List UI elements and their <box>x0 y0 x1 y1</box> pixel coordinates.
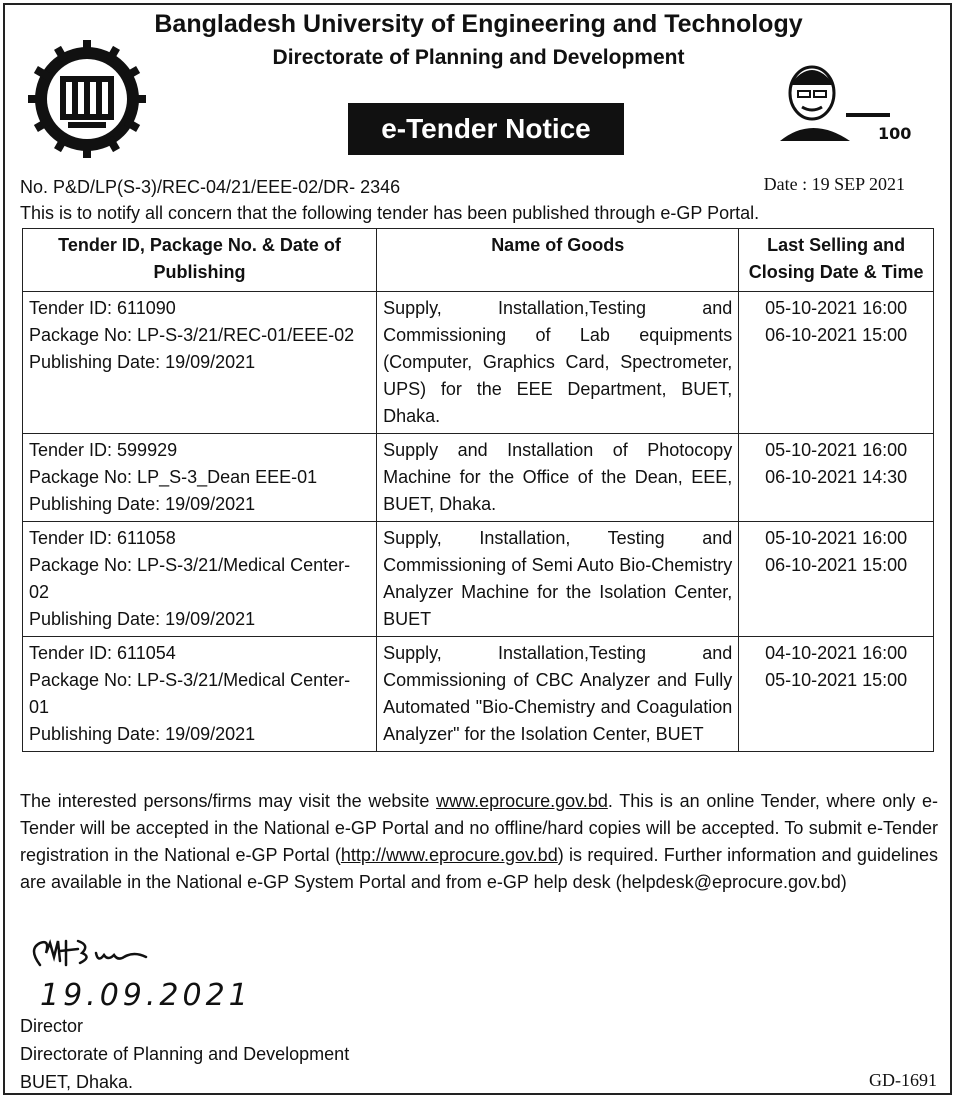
handwritten-date: 19.09.2021 <box>40 978 252 1013</box>
gd-code: GD-1691 <box>869 1070 937 1090</box>
goods-cell: Supply, Installation,Testing and Commissioning of CBC Analyzer and Fully Automated "Bio-Chemistry and Coagulation Analyzer" for the Isolation Center, BUET <box>377 637 739 752</box>
header-goods: Name of Goods <box>377 229 739 292</box>
directorate-name: Directorate of Planning and Development <box>272 46 685 69</box>
closing-date: 06-10-2021 15:00 <box>765 325 908 345</box>
publishing-date: Publishing Date: 19/09/2021 <box>29 724 256 744</box>
publishing-date: Publishing Date: 19/09/2021 <box>29 352 256 372</box>
publishing-date: Publishing Date: 19/09/2021 <box>29 609 256 629</box>
footer-text-3: ) is required. Further information and guidelines are available in the National e-GP System Portal and from e-GP help desk (helpdesk@eprocure.gov.bd) <box>20 845 938 892</box>
tender-id: Tender ID: 611090 <box>29 298 176 318</box>
notice-date: Date : 19 SEP 2021 <box>763 174 905 194</box>
closing-date: 06-10-2021 15:00 <box>765 555 908 575</box>
signatory-office: Directorate of Planning and Development <box>20 1044 350 1064</box>
package-no: Package No: LP-S-3/21/REC-01/EEE-02 <box>29 325 355 345</box>
tender-table <box>22 228 934 752</box>
closing-date: 06-10-2021 14:30 <box>765 467 908 487</box>
signatory-block <box>20 1012 349 1096</box>
svg-text:100: 100 <box>878 124 912 143</box>
dates-cell <box>739 637 934 752</box>
table-row <box>23 637 934 752</box>
table-row <box>23 434 934 522</box>
goods-cell: Supply, Installation, Testing and Commissioning of Semi Auto Bio-Chemistry Analyzer Machine for the Isolation Center, BUET <box>377 522 739 637</box>
signatory-title: Director <box>20 1016 84 1036</box>
dates-cell <box>739 522 934 637</box>
package-no: Package No: LP-S-3/21/Medical Center-01 <box>29 670 351 717</box>
table-row <box>23 292 934 434</box>
dates-cell <box>739 292 934 434</box>
signatory-place: BUET, Dhaka. <box>20 1072 134 1092</box>
tender-id-cell <box>23 434 377 522</box>
university-name: Bangladesh University of Engineering and Technology <box>154 10 803 38</box>
last-selling-date: 05-10-2021 16:00 <box>765 440 908 460</box>
tender-id: Tender ID: 599929 <box>29 440 178 460</box>
tender-id: Tender ID: 611054 <box>29 643 176 663</box>
tender-id-cell <box>23 292 377 434</box>
package-no: Package No: LP-S-3/21/Medical Center-02 <box>29 555 351 602</box>
closing-date: 05-10-2021 15:00 <box>765 670 908 690</box>
dates-cell <box>739 434 934 522</box>
footer-paragraph <box>20 788 938 896</box>
footer-text-2: . This is an online Tender, where only e-Tender will be accepted in the National e-GP Portal and no offline/hard copies will be accepted. To submit e-Tender registration in the National e-GP Portal ( <box>20 791 938 865</box>
last-selling-date: 04-10-2021 16:00 <box>765 643 908 663</box>
last-selling-date: 05-10-2021 16:00 <box>765 528 908 548</box>
tender-id-cell <box>23 637 377 752</box>
goods-cell: Supply, Installation,Testing and Commissioning of Lab equipments (Computer, Graphics Card, Spectrometer, UPS) for the EEE Department, BUET, Dhaka. <box>377 292 739 434</box>
last-selling-date: 05-10-2021 16:00 <box>765 298 908 318</box>
tender-id: Tender ID: 611058 <box>29 528 176 548</box>
header-tender-id: Tender ID, Package No. & Date of Publishing <box>23 229 377 292</box>
header-dates: Last Selling and Closing Date & Time <box>739 229 934 292</box>
tender-id-cell <box>23 522 377 637</box>
goods-cell: Supply and Installation of Photocopy Machine for the Office of the Dean, EEE, BUET, Dhaka. <box>377 434 739 522</box>
package-no: Package No: LP_S-3_Dean EEE-01 <box>29 467 318 487</box>
reference-number: No. P&D/LP(S-3)/REC-04/21/EEE-02/DR- 2346 <box>20 177 401 197</box>
eprocure-link[interactable]: www.eprocure.gov.bd <box>436 791 608 811</box>
table-row <box>23 522 934 637</box>
handwritten-signature <box>26 935 252 1015</box>
table-header-row <box>23 229 934 292</box>
mujib-100-emblem-icon <box>760 55 910 145</box>
intro-text: This is to notify all concern that the following tender has been published through e-GP Portal. <box>20 203 760 223</box>
buet-logo-icon <box>28 40 146 158</box>
eprocure-url-link[interactable]: http://www.eprocure.gov.bd <box>340 845 558 865</box>
publishing-date: Publishing Date: 19/09/2021 <box>29 494 256 514</box>
e-tender-notice-badge: e-Tender Notice <box>348 103 624 155</box>
footer-text-1: The interested persons/firms may visit the website <box>20 791 437 811</box>
